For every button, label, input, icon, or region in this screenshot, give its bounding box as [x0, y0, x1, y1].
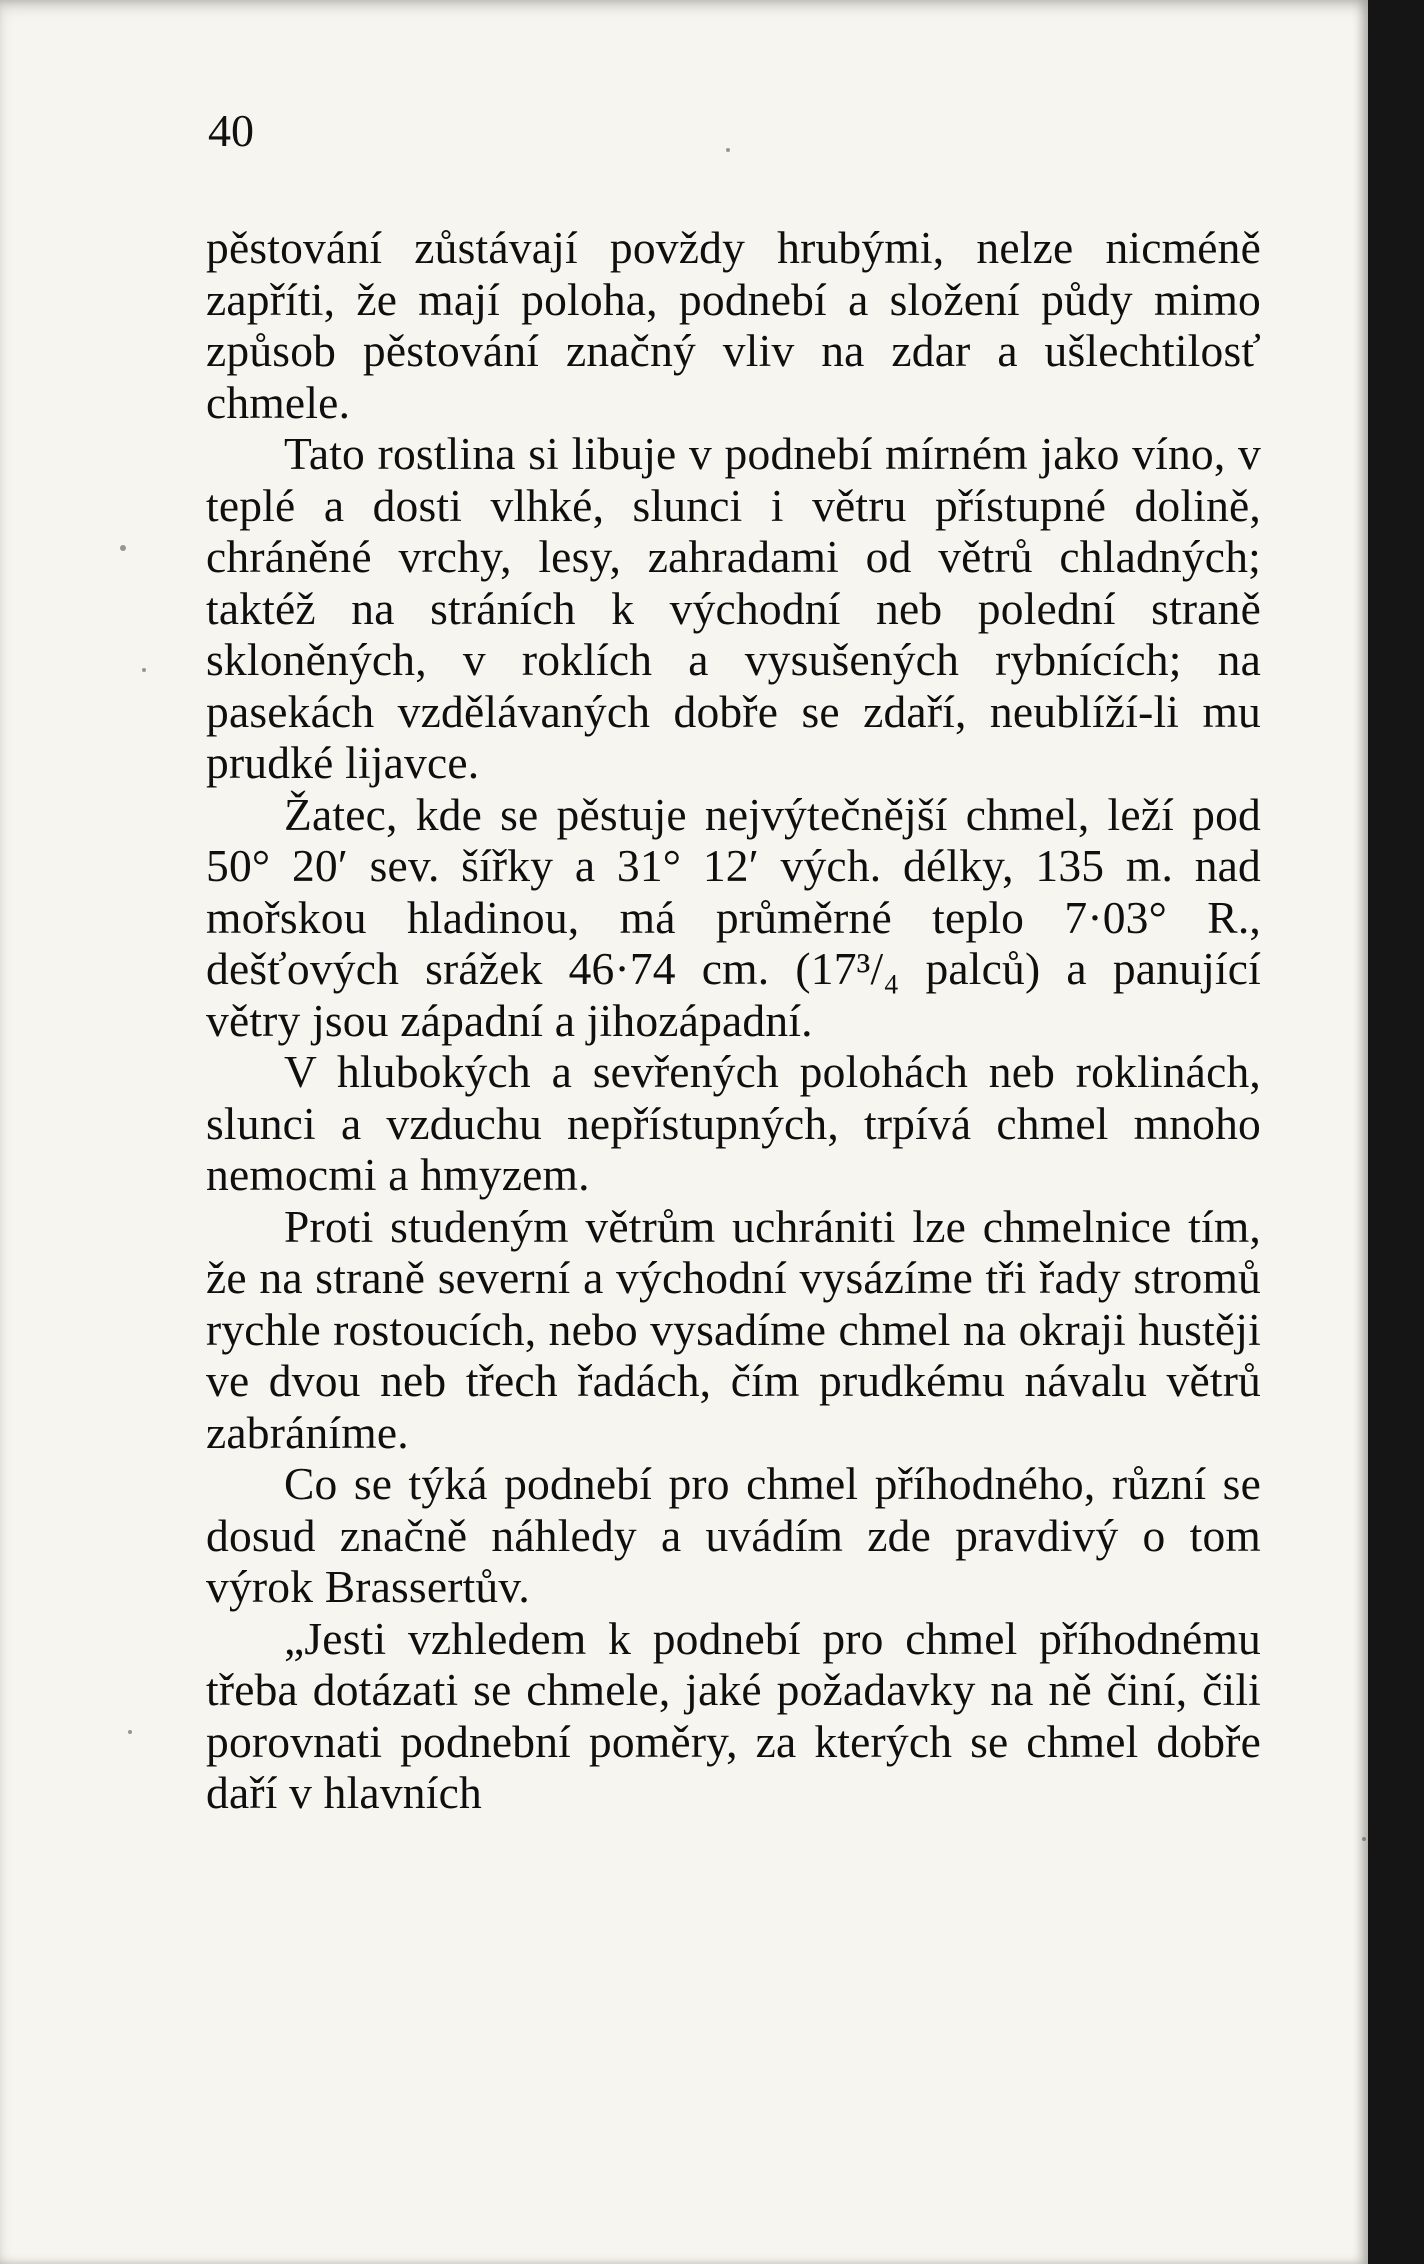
page-number: 40 — [208, 105, 254, 156]
paragraph: V hlubokých a sevřených polohách neb roklinách, slunci a vzduchu nepřístupných, trpívá chmel mnoho nemocmi a hmyzem. — [206, 1046, 1261, 1200]
print-speck — [120, 545, 126, 551]
print-speck — [142, 668, 146, 672]
paragraph: „Jesti vzhledem k podnebí pro chmel příhodnému třeba dotázati se chmele, jaké požadavky na ně činí, čili porovnati podnební poměry, za kterých se chmel dobře daří v hlavních — [206, 1612, 1261, 1818]
print-speck — [128, 1730, 132, 1734]
dark-margin — [1368, 0, 1424, 2264]
paragraph: Co se týká podnebí pro chmel příhodného, různí se dosud značně náhledy a uvádím zde pravdivý o tom výrok Brassertův. — [206, 1458, 1261, 1612]
print-speck — [1362, 1837, 1366, 1841]
paragraph: Žatec, kde se pěstuje nejvýtečnější chmel, leží pod 50° 20′ sev. šířky a 31° 12′ vých. délky, 135 m. nad mořskou hladinou, má průměrné teplo 7·03° R., dešťových srážek 46·74 cm. (17³/₄ palců) a panující větry jsou západní a jihozápadní. — [206, 788, 1261, 1046]
paragraph: Proti studeným větrům uchrániti lze chmelnice tím, že na straně severní a východní vysázíme tři řady stromů rychle rostoucích, nebo vysadíme chmel na okraji hustěji ve dvou neb třech řadách, čím prudkému návalu větrů zabráníme. — [206, 1200, 1261, 1458]
print-speck — [726, 148, 730, 152]
paragraph: Tato rostlina si libuje v podnebí mírném jako víno, v teplé a dosti vlhké, slunci i větru přístupné dolině, chráněné vrchy, lesy, zahradami od větrů chladných; taktéž na stráních k východní neb polední straně skloněných, v roklích a vysušených rybnících; na pasekách vzdělávaných dobře se zdaří, neublíží-li mu prudké lijavce. — [206, 428, 1261, 788]
body-text — [206, 222, 1261, 1819]
paragraph: pěstování zůstávají povždy hrubými, nelze nicméně zapříti, že mají poloha, podnebí a složení půdy mimo způsob pěstování značný vliv na zdar a ušlechtilosť chmele. — [206, 222, 1261, 428]
